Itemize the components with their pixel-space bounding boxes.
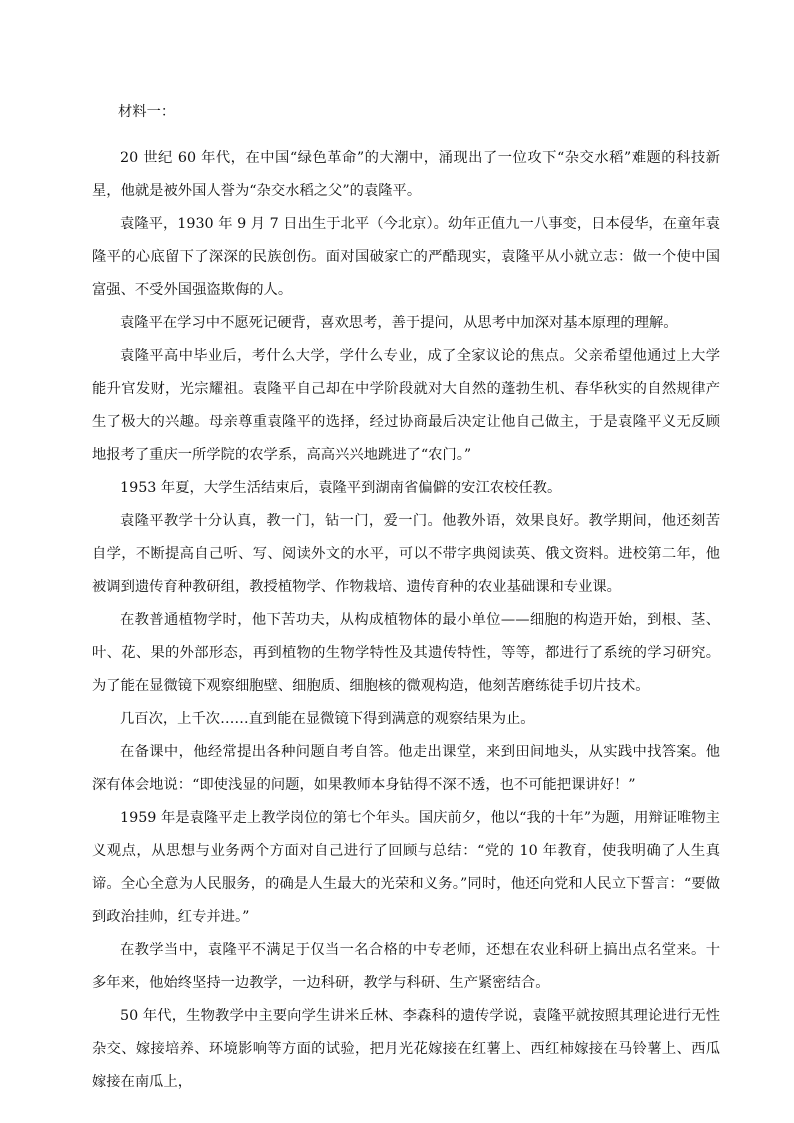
paragraph-1950s-experiments: 50 年代，生物教学中主要向学生讲米丘林、李森科的遗传学说，袁隆平就按照其理论进行无性杂交、嫁接培养、环境影响等方面的试验，把月光花嫁接在红薯上、西红柿嫁接在马铃薯上、西瓜嫁接在南瓜上， xyxy=(92,1008,720,1090)
paragraph-teaching-start: 1953 年夏，大学生活结束后，袁隆平到湖南省偏僻的安江农校任教。 xyxy=(120,480,562,496)
paragraph-birth: 袁隆平，1930 年 9 月 7 日出生于北平（今北京）。幼年正值九一八事变，日本侵华，在童年袁隆平的心底留下了深深的民族创伤。面对国破家亡的严酷现实，袁隆平从小就立志：做一个使中国富强、不受外国强盗欺侮的人。 xyxy=(92,216,720,298)
paragraph-college-choice: 袁隆平高中毕业后，考什么大学，学什么专业，成了全家议论的焦点。父亲希望他通过上大学能升官发财，光宗耀祖。袁隆平自己却在中学阶段就对大自然的蓬勃生机、春华秋实的自然规律产生了极大的兴趣。母亲尊重袁隆平的选择，经过协商最后决定让他自己做主，于是袁隆平义无反顾地报考了重庆一所学院的农学系，高高兴兴地跳进了“农门。” xyxy=(92,348,720,463)
paragraph-1959: 1959 年是袁隆平走上教学岗位的第七个年头。国庆前夕，他以“我的十年”为题，用辩证唯物主义观点，从思想与业务两个方面对自己进行了回顾与总结：“党的 10 年教育，使我明确了人生真谛。全心全意为人民服务，的确是人生最大的光荣和义务。”同时，他还向党和人民立下誓言：“要做到政治挂帅，红专并进。” xyxy=(92,810,720,925)
material-heading: 材料一： xyxy=(118,104,176,120)
document-body xyxy=(92,142,720,1099)
paragraph-teaching-diligence: 袁隆平教学十分认真，教一门，钻一门，爱一门。他教外语，效果良好。教学期间，他还刻苦自学，不断提高自己听、写、阅读外文的水平，可以不带字典阅读英、俄文资料。进校第二年，他被调到遗传育种教研组，教授植物学、作物栽培、遗传育种的农业基础课和专业课。 xyxy=(92,513,720,595)
paragraph-lesson-prep: 在备课中，他经常提出各种问题自考自答。他走出课堂，来到田间地头，从实践中找答案。他深有体会地说：“即使浅显的问题，如果教师本身钻得不深不透，也不可能把课讲好！” xyxy=(92,744,720,793)
paragraph-intro: 20 世纪 60 年代，在中国“绿色革命”的大潮中，涌现出了一位攻下“杂交水稻”难题的科技新星，他就是被外国人誉为“杂交水稻之父”的袁隆平。 xyxy=(92,150,720,199)
paragraph-research: 在教学当中，袁隆平不满足于仅当一名合格的中专老师，还想在农业科研上搞出点名堂来。十多年来，他始终坚持一边教学，一边科研，教学与科研、生产紧密结合。 xyxy=(92,942,720,991)
paragraph-practice: 几百次，上千次……直到能在显微镜下得到满意的观察结果为止。 xyxy=(120,711,535,727)
paragraph-study-habits: 袁隆平在学习中不愿死记硬背，喜欢思考，善于提问，从思考中加深对基本原理的理解。 xyxy=(120,315,678,331)
paragraph-botany-study: 在教普通植物学时，他下苦功夫，从构成植物体的最小单位——细胞的构造开始，到根、茎、叶、花、果的外部形态，再到植物的生物学特性及其遗传特性，等等，都进行了系统的学习研究。为了能在显微镜下观察细胞壁、细胞质、细胞核的微观构造，他刻苦磨练徒手切片技术。 xyxy=(92,612,720,694)
